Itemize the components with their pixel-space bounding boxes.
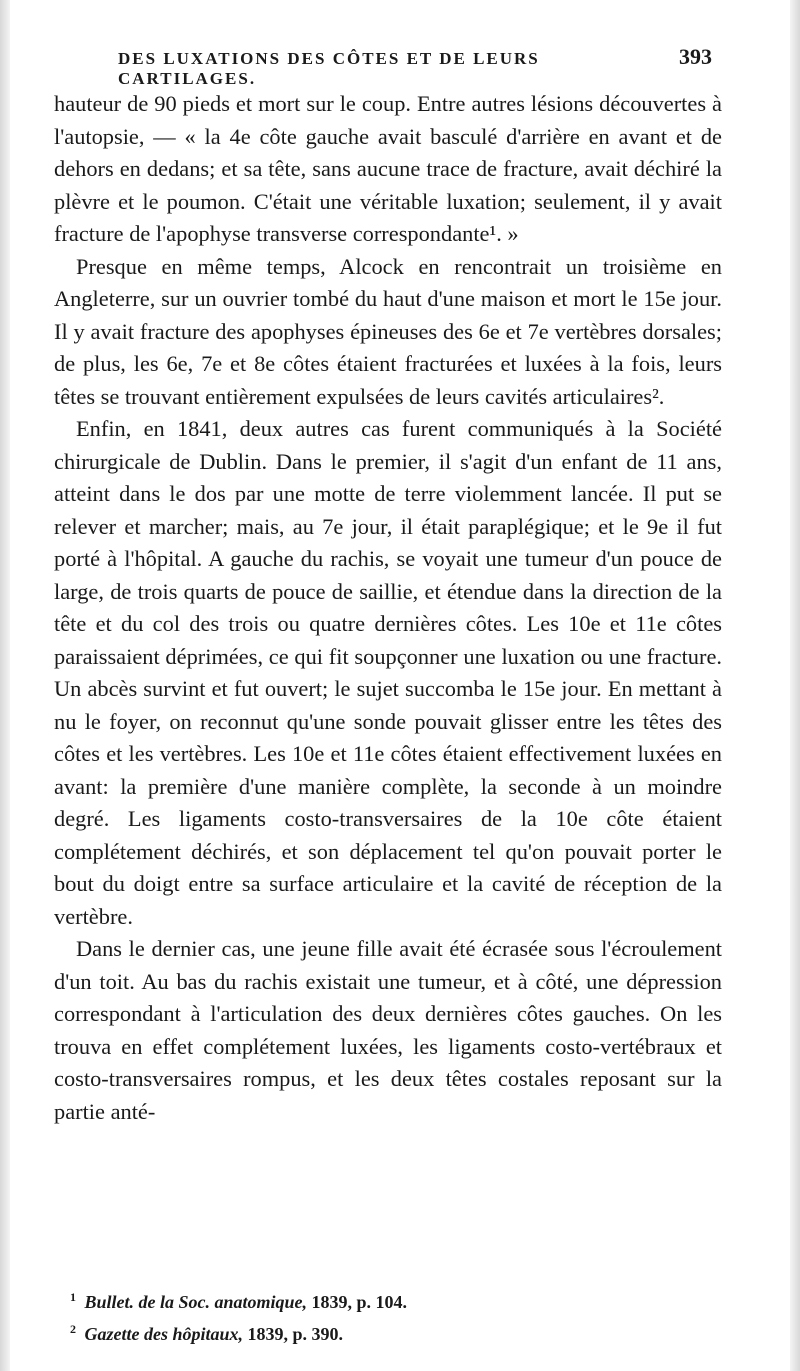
book-page bbox=[54, 44, 722, 1128]
footnote-detail: 1839, p. 104. bbox=[311, 1292, 408, 1312]
paragraph-1: hauteur de 90 pieds et mort sur le coup. Entre autres lésions découvertes à l'autopsie, — « la 4e côte gauche avait basculé d'arrière en avant et de dehors en dedans; et sa tête, sans aucune trace de fracture, avait déchiré la plèvre et le poumon. C'était une véritable luxation; seulement, il y avait fracture de l'apophyse transverse correspondante¹. » bbox=[54, 91, 722, 246]
footnote-source: Bullet. de la Soc. anatomique, bbox=[84, 1292, 308, 1312]
footnote-mark: 1 bbox=[70, 1290, 76, 1304]
footnote-source: Gazette des hôpitaux, bbox=[84, 1324, 244, 1344]
footnote-1 bbox=[70, 1284, 670, 1316]
paragraph-3: Enfin, en 1841, deux autres cas furent communiqués à la Société chirurgicale de Dublin. Dans le premier, il s'agit d'un enfant de 11 ans, atteint dans le dos par une motte de terre violemment lancée. Il put se relever et marcher; mais, au 7e jour, il était paraplégique; et le 9e il fut porté à l'hôpital. A gauche du rachis, se voyait une tumeur d'un pouce de large, de trois quarts de pouce de saillie, et étendue dans la direction de la tête et du col des trois ou quatre dernières côtes. Les 10e et 11e côtes paraissaient déprimées, ce qui fit soupçonner une luxation ou une fracture. Un abcès survint et fut ouvert; le sujet succomba le 15e jour. En mettant à nu le foyer, on reconnut qu'une sonde pouvait glisser entre les têtes des côtes et les vertèbres. Les 10e et 11e côtes étaient effectivement luxées en avant: la première d'une manière complète, la seconde à un moindre degré. Les ligaments costo-transversaires de la 10e côte étaient complétement déchirés, et son déplacement tel qu'on pouvait porter le bout du doigt entre sa surface articulaire et la cavité de réception de la vertèbre. bbox=[54, 416, 722, 929]
footnote-2 bbox=[70, 1316, 670, 1348]
footnotes bbox=[70, 1284, 670, 1348]
running-head bbox=[54, 44, 722, 88]
scan-edge-left bbox=[0, 0, 10, 1371]
paragraph-2: Presque en même temps, Alcock en rencontrait un troisième en Angleterre, sur un ouvrier tombé du haut d'une maison et mort le 15e jour. Il y avait fracture des apophyses épineuses des 6e et 7e vertèbres dorsales; de plus, les 6e, 7e et 8e côtes étaient fracturées et luxées à la fois, leurs têtes se trouvant entièrement expulsées de leurs cavités articulaires². bbox=[54, 253, 722, 409]
paragraph-4: Dans le dernier cas, une jeune fille avait été écrasée sous l'écroulement d'un toit. Au bas du rachis existait une tumeur, et à côté, une dépression correspondant à l'articulation des deux dernières côtes gauches. On les trouva en effet complétement luxées, les ligaments costo-vertébraux et costo-transversaires rompus, et les deux têtes costales reposant sur la partie anté- bbox=[54, 936, 722, 1124]
footnote-detail: 1839, p. 390. bbox=[247, 1324, 344, 1344]
running-head-title: DES LUXATIONS DES CÔTES ET DE LEURS CARTILAGES. bbox=[118, 49, 540, 88]
scan-edge-right bbox=[790, 0, 800, 1371]
page-number: 393 bbox=[679, 44, 712, 69]
body-text bbox=[54, 88, 722, 1128]
footnote-mark: 2 bbox=[70, 1322, 76, 1336]
